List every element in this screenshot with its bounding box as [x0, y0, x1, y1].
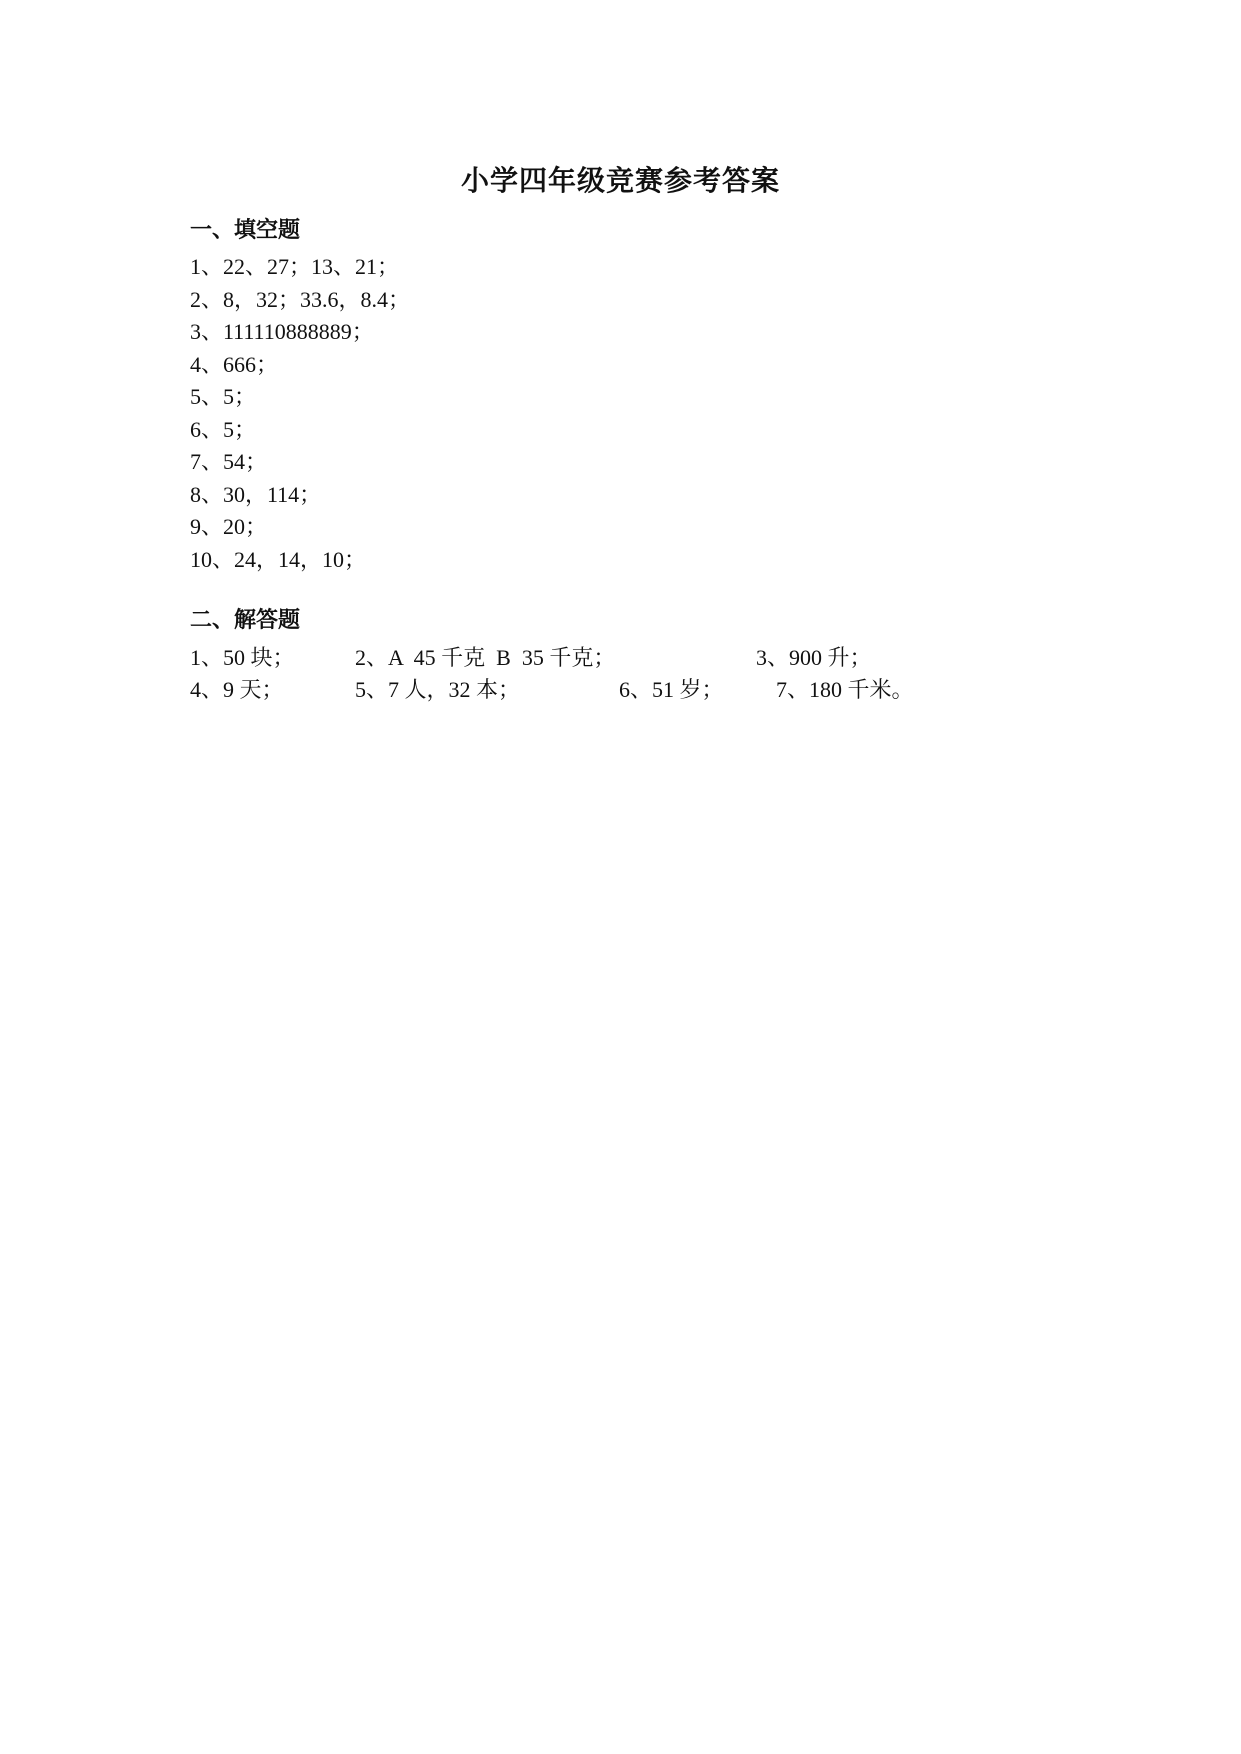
word-problem-answer: 1、50 块；	[190, 645, 295, 670]
word-problem-answer: 6、51 岁；	[619, 677, 724, 702]
fill-in-answer: 8、30，114；	[190, 481, 322, 507]
fill-in-answer: 4、666；	[190, 351, 279, 377]
word-problem-answer: 2、A 45 千克 B 35 千克；	[355, 645, 616, 670]
word-problem-answer: 7、180 千米。	[776, 677, 914, 702]
section-heading-word-problems: 二、解答题	[190, 608, 301, 633]
fill-in-answer-list	[190, 251, 410, 576]
fill-in-answer: 10、24，14，10；	[190, 546, 367, 572]
fill-in-answer: 9、20；	[190, 514, 268, 539]
fill-in-answer: 1、22、27；13、21；	[190, 254, 400, 279]
page-title: 小学四年级竞赛参考答案	[460, 164, 780, 197]
word-problem-answer-row	[0, 642, 1241, 674]
fill-in-answer: 5、5；	[190, 384, 257, 409]
fill-in-answer: 3、111110888889；	[190, 319, 374, 344]
word-problem-answer: 3、900 升；	[756, 645, 872, 670]
word-problem-answer: 5、7 人，32 本；	[355, 677, 521, 702]
word-problem-answer-row	[0, 674, 1241, 706]
fill-in-answer: 7、54；	[190, 449, 268, 474]
fill-in-answer: 2、8，32；33.6，8.4；	[190, 286, 411, 312]
word-problem-answer: 4、9 天；	[190, 677, 284, 702]
fill-in-answer: 6、5；	[190, 416, 257, 442]
section-heading-fill-in: 一、填空题	[190, 218, 301, 243]
